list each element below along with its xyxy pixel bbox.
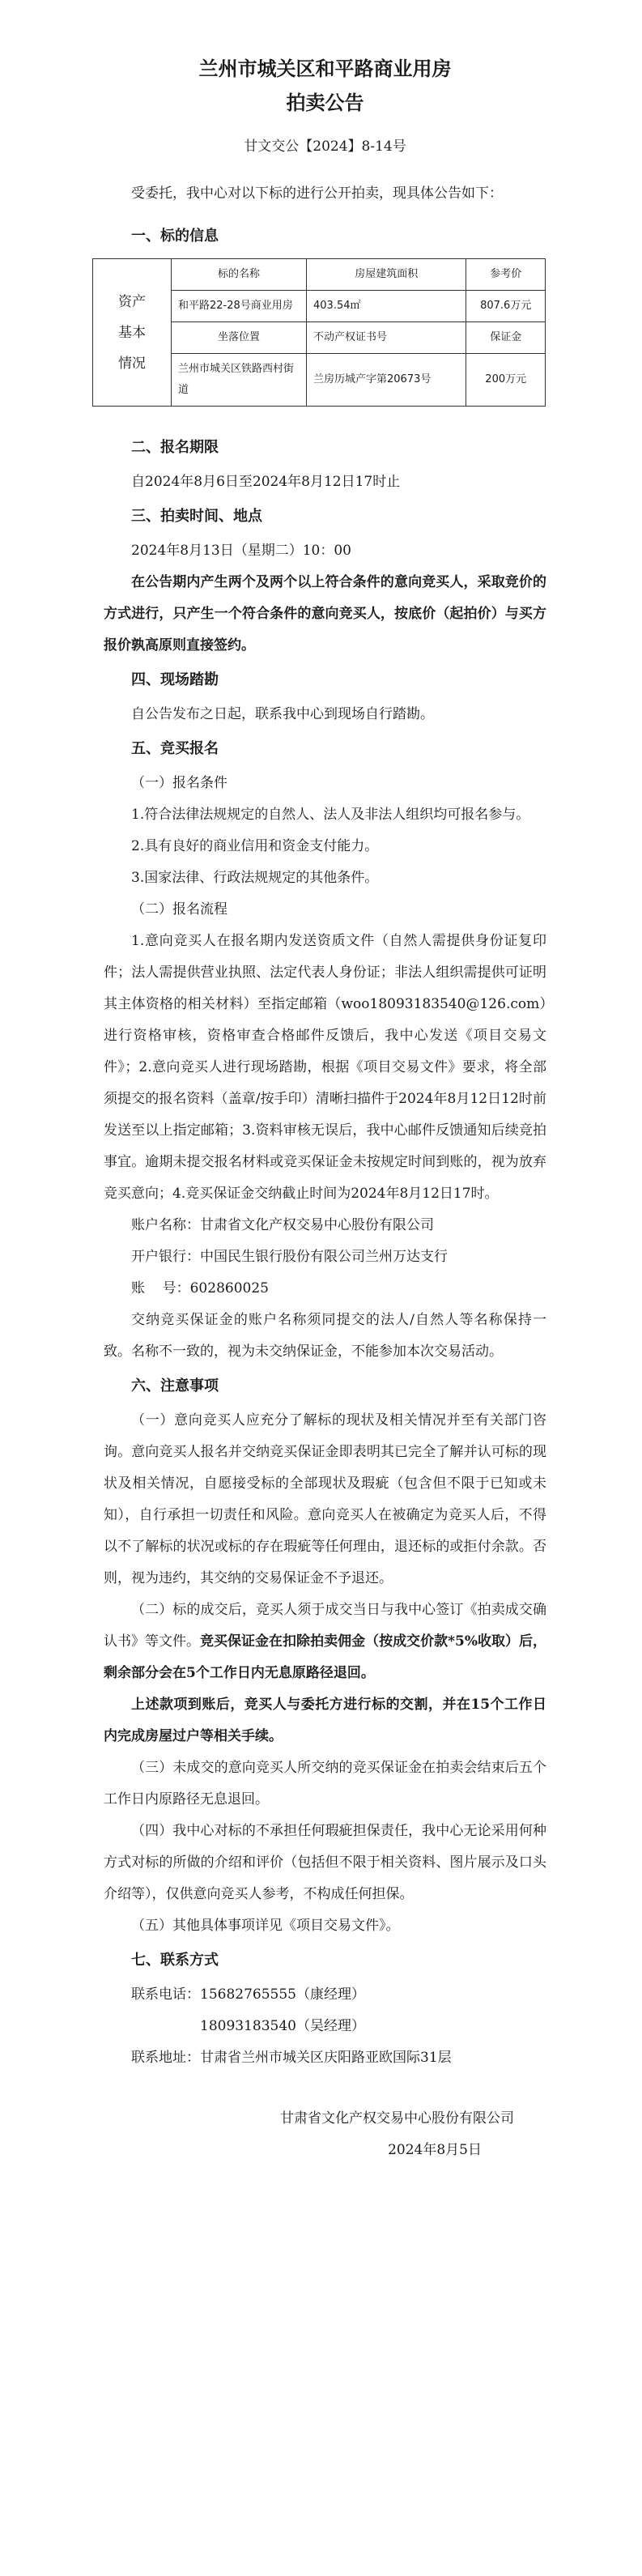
table-header-cell: 参考价 [466, 259, 546, 291]
asset-info-table [92, 258, 546, 407]
table-header-cell: 不动产权证书号 [307, 322, 466, 354]
notice-2-bold: 竞买保证金在扣除拍卖佣金（按成交价款*5%收取）后，剩余部分会在5个工作日内无息原路径退回。 [104, 1633, 546, 1681]
section-3-time: 2024年8月13日（星期二）10：00 [131, 543, 351, 559]
bank-name: 开户银行：中国民生银行股份有限公司兰州万达支行 [131, 1249, 448, 1265]
table-cell-area: 403.54㎡ [307, 291, 466, 322]
section-1-heading: 一、标的信息 [131, 228, 219, 245]
contact-phone-1: 联系电话：15682765555（康经理） [131, 1986, 365, 2003]
notice-3: （三）未成交的意向竞买人所交纳的竞买保证金在拍卖会结束后五个工作日内原路径无息退回。 [104, 1760, 546, 1807]
notice-2-text: （二）标的成交后，竞买人须于成交当日与我中心签订《拍卖成交确认书》等文件。 [104, 1602, 546, 1650]
title-line-2: 拍卖公告 [286, 92, 364, 114]
intro-paragraph: 受委托，我中心对以下标的进行公开拍卖，现具体公告如下： [131, 185, 503, 202]
section-4-heading: 四、现场踏勘 [131, 671, 219, 688]
section-6-heading: 六、注意事项 [131, 1377, 219, 1394]
contact-phone-2: 18093183540（吴经理） [200, 2018, 365, 2034]
row-label-line: 情况 [118, 355, 146, 372]
table-cell-price: 807.6万元 [466, 291, 546, 322]
section-3-rule: 在公告期内产生两个及两个以上符合条件的意向竞买人，采取竞价的方式进行，只产生一个符合条件的意向竞买人，按底价（起拍价）与买方报价孰高原则直接签约。 [104, 574, 546, 654]
table-cell-name: 和平路22-28号商业用房 [172, 291, 307, 322]
condition-3: 3.国家法律、行政法规规定的其他条件。 [131, 870, 379, 886]
account-number: 账 号：602860025 [131, 1280, 269, 1297]
notice-2 [104, 1595, 546, 1689]
section-4-text: 自公告发布之日起，联系我中心到现场自行踏勘。 [131, 706, 434, 722]
table-cell-deposit: 200万元 [466, 354, 546, 407]
condition-2: 2.具有良好的商业信用和资金支付能力。 [131, 838, 379, 854]
footer-date: 2024年8月5日 [388, 2142, 482, 2158]
account-name: 账户名称：甘肃省文化产权交易中心股份有限公司 [131, 1217, 434, 1233]
title-line-1: 兰州市城关区和平路商业用房 [198, 57, 452, 80]
condition-1: 1.符合法律法规规定的自然人、法人及非法人组织均可报名参与。 [131, 807, 530, 823]
section-2-text: 自2024年8月6日至2024年8月12日17时止 [131, 474, 401, 490]
table-cell-cert: 兰房历城产字第20673号 [307, 354, 466, 407]
notice-2-transfer: 上述款项到账后，竞买人与委托方进行标的交割，并在15个工作日内完成房屋过户等相关手续。 [104, 1697, 546, 1744]
asset-row-label [93, 259, 172, 407]
contact-address: 联系地址：甘肃省兰州市城关区庆阳路亚欧国际31层 [131, 2050, 452, 2066]
process-paragraph: 1.意向竞买人在报名期内发送资质文件（自然人需提供身份证复印件；法人需提供营业执照、法定代表人身份证；非法人组织需提供可证明其主体资格的相关材料）至指定邮箱（woo18093183540@126.com）进行资格审核，资格审查合格邮件反馈后，我中心发送《项目交易文件》；2.意向竞买人进行现场踏勘，根据《项目交易文件》要求，将全部须提交的报名资料（盖章/按手印）清晰扫描件于2024年8月12日12时前发送至以上指定邮箱；3.资料审核无误后，我中心邮件反馈通知后续竞拍事宜。逾期未提交报名材料或竞买保证金未按规定时间到账的，视为放弃竞买意向；4.竞买保证金交纳截止时间为2024年8月12日17时。 [104, 933, 546, 1202]
section-2-heading: 二、报名期限 [131, 439, 219, 456]
notice-5: （五）其他具体事项详见《项目交易文件》。 [131, 1918, 400, 1934]
sub-heading-process: （二）报名流程 [131, 901, 227, 918]
notice-1: （一）意向竞买人应充分了解标的现状及相关情况并至有关部门咨询。意向竞买人报名并交纳竞买保证金即表明其已完全了解并认可标的现状及相关情况，自愿接受标的全部现状及瑕疵（包含但不限于已知或未知），自行承担一切责任和风险。意向竞买人在被确定为竞买人后，不得以不了解标的状况或标的存在瑕疵等任何理由，退还标的或拒付余款。否则，视为违约，其交纳的交易保证金不予退还。 [104, 1412, 546, 1586]
section-5-heading: 五、竞买报名 [131, 740, 219, 757]
table-cell-location: 兰州市城关区铁路西村街道 [172, 354, 307, 407]
table-header-cell: 坐落位置 [172, 322, 307, 354]
sub-heading-conditions: （一）报名条件 [131, 775, 227, 791]
footer-organization: 甘肃省文化产权交易中心股份有限公司 [280, 2110, 514, 2127]
table-header-cell: 标的名称 [172, 259, 307, 291]
section-7-heading: 七、联系方式 [131, 1952, 219, 1969]
row-label-line: 资产 [118, 293, 146, 310]
notice-4: （四）我中心对标的不承担任何瑕疵担保责任，我中心无论采用何种方式对标的所做的介绍和评价（包括但不限于相关资料、图片展示及口头介绍等），仅供意向竞买人参考，不构成任何担保。 [104, 1823, 546, 1902]
section-3-heading: 三、拍卖时间、地点 [131, 508, 262, 525]
table-header-cell: 房屋建筑面积 [307, 259, 466, 291]
table-header-cell: 保证金 [466, 322, 546, 354]
row-label-line: 基本 [118, 324, 146, 341]
deposit-note: 交纳竞买保证金的账户名称须同提交的法人/自然人等名称保持一致。名称不一致的，视为未交纳保证金，不能参加本次交易活动。 [104, 1312, 546, 1360]
document-number: 甘文交公【2024】8-14号 [244, 138, 406, 155]
